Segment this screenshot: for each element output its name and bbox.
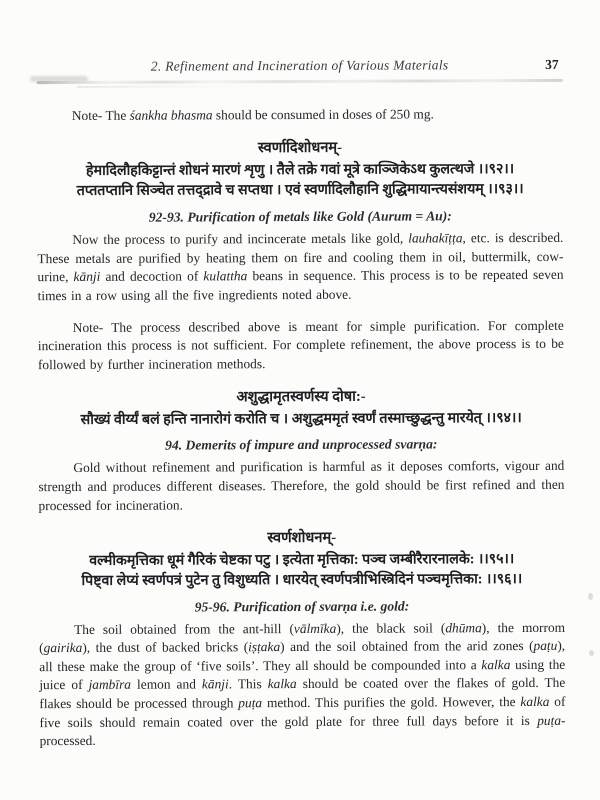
page-content xyxy=(36,0,565,764)
verse-block xyxy=(38,408,564,431)
dosage-note: Note- The śankha bhasma should be consumed in doses of 250 mg. xyxy=(71,106,434,123)
header-divider-echo xyxy=(77,85,257,88)
section-94 xyxy=(38,386,565,516)
header-divider xyxy=(37,79,563,84)
scan-artifact xyxy=(589,650,594,656)
section-95-96 xyxy=(39,526,566,750)
sanskrit-verse: हेमादिलौहकिट्टान्तं शोधनं मारणं शृणु । तैले तक्रे गवां मूत्रे काञ्जिकेऽथ कुलत्थजे ।।९२।। xyxy=(85,161,515,179)
sanskrit-verse: तप्ततप्तानि सिञ्चेत तत्तद्द्रावे च सप्तधा । एवं स्वर्णादिलौहानि शुद्धिमायान्त्यसंशयम् ।।९३।। xyxy=(76,181,524,200)
sanskrit-heading: स्वर्णादिशोधनम्- xyxy=(257,139,343,157)
scan-artifact xyxy=(588,593,593,600)
sanskrit-verse: पिष्ट्वा लेप्यं स्वर्णपत्रं पुटेन तु विशुध्यति । धारयेत् स्वर्णपत्रीभिस्त्रिदिनं पञ्चमृत्तिका: ।।९६।। xyxy=(81,571,523,590)
section-heading: 95-96. Purification of svarṇa i.e. gold: xyxy=(194,598,410,615)
body-paragraph: Now the process to purify and incincerate metals like gold, lauhakīṭṭa, etc. is described. These metals are purified by heating them on fire and cooling them in oil, buttermilk, cow-urine, kānji and decoction of kulattha beans in sequence. This process is to be repeated seven times in a row using all the five ingredients noted above. xyxy=(37,229,564,303)
page-number: 37 xyxy=(545,56,559,72)
sanskrit-heading: स्वर्णशोधनम्- xyxy=(267,529,337,546)
section-heading: 94. Demerits of impure and unprocessed svarṇa: xyxy=(165,436,438,454)
verse-block xyxy=(39,548,565,591)
sanskrit-verse: सौख्यं वीर्य्यं बलं हन्ति नानारोगं करोति च । अशुद्धममृतं स्वर्णं तस्माच्छुद्धन्तु मारयेत् ।।९४।। xyxy=(80,409,522,428)
chapter-title: 2. Refinement and Incineration of Various Materials xyxy=(150,57,449,74)
sanskrit-heading: अशुद्धामृतस्वर्णस्य दोषा:- xyxy=(236,388,366,406)
body-paragraph: The soil obtained from the ant-hill (vālmīka), the black soil (dhūma), the morrom (gairika), the dust of backed bricks (iṣṭaka) and the soil obtained from the arid zones (paṭu), all these make the group of ‘five soils’. They all should be compounded into a kalka using the juice of jambīra lemon and kānji. This kalka should be coated over the flakes of gold. The flakes should be processed through puṭa method. This purifies the gold. However, the kalka of five soils should remain coated over the gold plate for three full days before it is puṭa- processed. xyxy=(39,619,566,749)
section-heading: 92-93. Purification of metals like Gold (Aurum = Au): xyxy=(148,208,452,225)
note-paragraph: Note- The process described above is meant for simple purification. For complete incineration this process is not sufficient. For complete refinement, the above process is to be followed by further incineration methods. xyxy=(37,317,564,373)
section-92-93 xyxy=(37,137,564,375)
body-paragraph: Gold without refinement and purification is harmful as it deposes comforts, vigour and strength and produces different diseases. Therefore, the gold should be first refined and then processed for incineration. xyxy=(38,458,565,513)
running-header xyxy=(37,56,563,76)
verse-block xyxy=(37,159,563,202)
sanskrit-verse: वल्मीकमृत्तिका धूमं गैरिकं चेष्टका पटु । इत्येता मृत्तिका: पञ्च जम्बीरैरारनालके: ।।९५।। xyxy=(89,550,515,569)
